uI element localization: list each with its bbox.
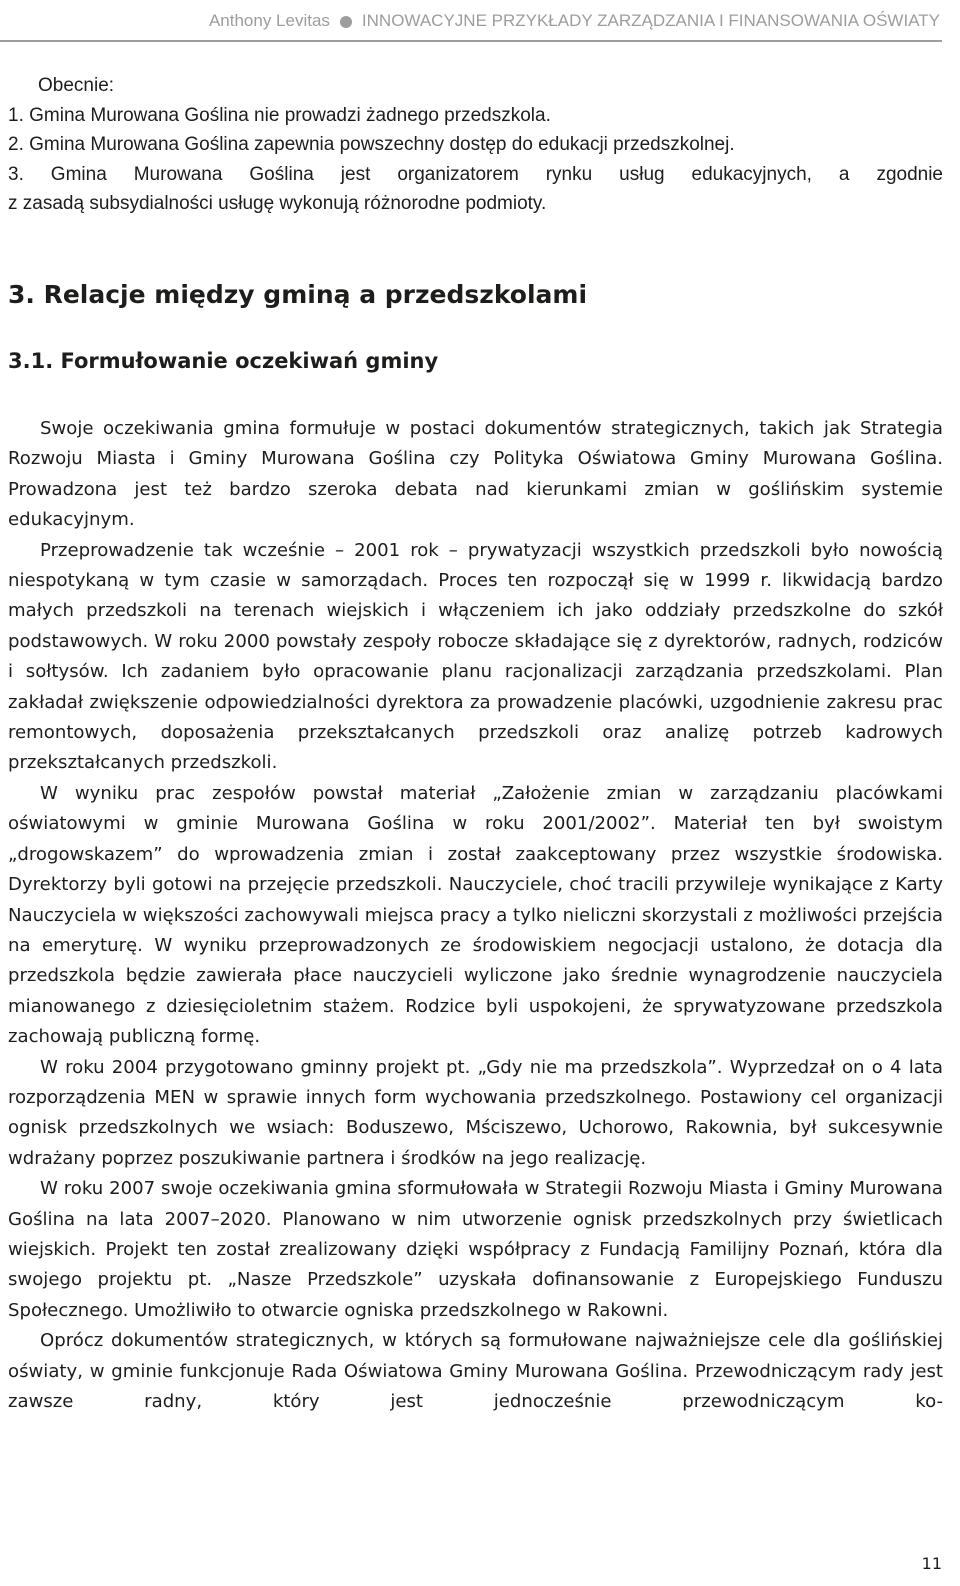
page-number: 11 [921, 1554, 942, 1573]
bullet-dot-icon [340, 16, 352, 28]
header-title: INNOWACYJNE PRZYKŁADY ZARZĄDZANIA I FINANSOWANIA OŚWIATY [361, 11, 940, 30]
intro-item-3-continued: z zasadą subsydialności usługę wykonują różnorodne podmioty. [8, 193, 547, 215]
paragraph-3: W wyniku prac zespołów powstał materiał „Założenie zmian w zarządzaniu placówkami oświatowymi w gminie Murowana Goślina w roku 2001/2002”. Materiał ten był swoistym „drogowskazem” do wprowadzenia zmian i został zaakceptowany przez wszystkie środowiska. Dyrektorzy byli gotowi na przejęcie przedszkoli. Nauczyciele, choć tracili przywileje wynikające z Karty Nauczyciela w większości zachowywali miejsca pracy a tylko nieliczni skorzystali z możliwości przejścia na emeryturę. W wyniku przeprowadzonych ze środowiskiem negocjacji ustalono, że dotacja dla przedszkola będzie zawierała płace nauczycieli wyliczone jako średnie wynagrodzenie nauczyciela mianowanego z dziesięcioletnim stażem. Rodzice byli uspokojeni, że sprywatyzowane przedszkola zachowają publiczną formę. [8, 782, 943, 1048]
intro-list [8, 71, 943, 219]
paragraph-2: Przeprowadzenie tak wcześnie – 2001 rok – prywatyzacji wszystkich przedszkoli było nowością niespotykaną w tym czasie w samorządach. Proces ten rozpoczął się w 1999 r. likwidacją bardzo małych przedszkoli na terenach wiejskich i włączeniem ich jako oddziały przedszkolne do szkół podstawowych. W roku 2000 powstały zespoły robocze składające się z dyrektorów, radnych, rodziców i sołtysów. Ich zadaniem było opracowanie planu racjonalizacji zarządzania przedszkolami. Plan zakładał zwiększenie odpowiedzialności dyrektora za prowadzenie placówki, uzgodnienie zakresu prac remontowych, doposażenia przekształcanych przedszkoli oraz analizę potrzeb kadrowych przekształcanych przedszkoli. [8, 539, 943, 774]
intro-item-2: 2. Gmina Murowana Goślina zapewnia powszechny dostęp do edukacji przedszkolnej. [8, 134, 735, 156]
intro-item-3: 3. Gmina Murowana Goślina jest organizatorem rynku usług edukacyjnych, a zgodnie [8, 163, 943, 185]
subsection-heading: 3.1. Formułowanie oczekiwań gminy [8, 349, 439, 373]
section-heading: 3. Relacje między gminą a przedszkolami [8, 280, 588, 309]
paragraph-6: Oprócz dokumentów strategicznych, w których są formułowane najważniejsze cele dla goślińskiej oświaty, w gminie funkcjonuje Rada Oświatowa Gminy Murowana Goślina. Przewodniczącym rady jest zawsze radny, który jest jednocześnie przewodniczącym ko- [8, 1330, 943, 1412]
paragraph-4: W roku 2004 przygotowano gminny projekt pt. „Gdy nie ma przedszkola”. Wyprzedzał on o 4 lata rozporządzenia MEN w sprawie innych form wychowania przedszkolnego. Postawiony cel organizacji ognisk przedszkolnych we wsiach: Boduszewo, Mściszewo, Uchorowo, Rakownia, był sukcesywnie wdrażany poprzez poszukiwanie partnera i środków na jego realizację. [8, 1056, 943, 1169]
paragraph-5: W roku 2007 swoje oczekiwania gmina sformułowała w Strategii Rozwoju Miasta i Gminy Murowana Goślina na lata 2007–2020. Planowano w nim utworzenie ognisk przedszkolnych przy świetlicach wiejskich. Projekt ten został zrealizowany dzięki współpracy z Fundacją Familijny Poznań, która dla swojego projektu pt. „Nasze Przedszkole” uzyskała dofinansowanie z Europejskiego Funduszu Społecznego. Umożliwiło to otwarcie ogniska przedszkolnego w Rakowni. [8, 1178, 943, 1321]
paragraph-1: Swoje oczekiwania gmina formułuje w postaci dokumentów strategicznych, takich jak Strategia Rozwoju Miasta i Gminy Murowana Goślina czy Polityka Oświatowa Gminy Murowana Goślina. Prowadzona jest też bardzo szeroka debata nad kierunkami zmian w goślińskim systemie edukacyjnym. [8, 418, 943, 531]
body-text [8, 414, 943, 1417]
intro-item-1: 1. Gmina Murowana Goślina nie prowadzi żadnego przedszkola. [8, 104, 551, 126]
running-header [0, 0, 960, 42]
header-divider [0, 40, 942, 42]
intro-lead: Obecnie: [38, 75, 115, 96]
header-author: Anthony Levitas [208, 11, 330, 30]
